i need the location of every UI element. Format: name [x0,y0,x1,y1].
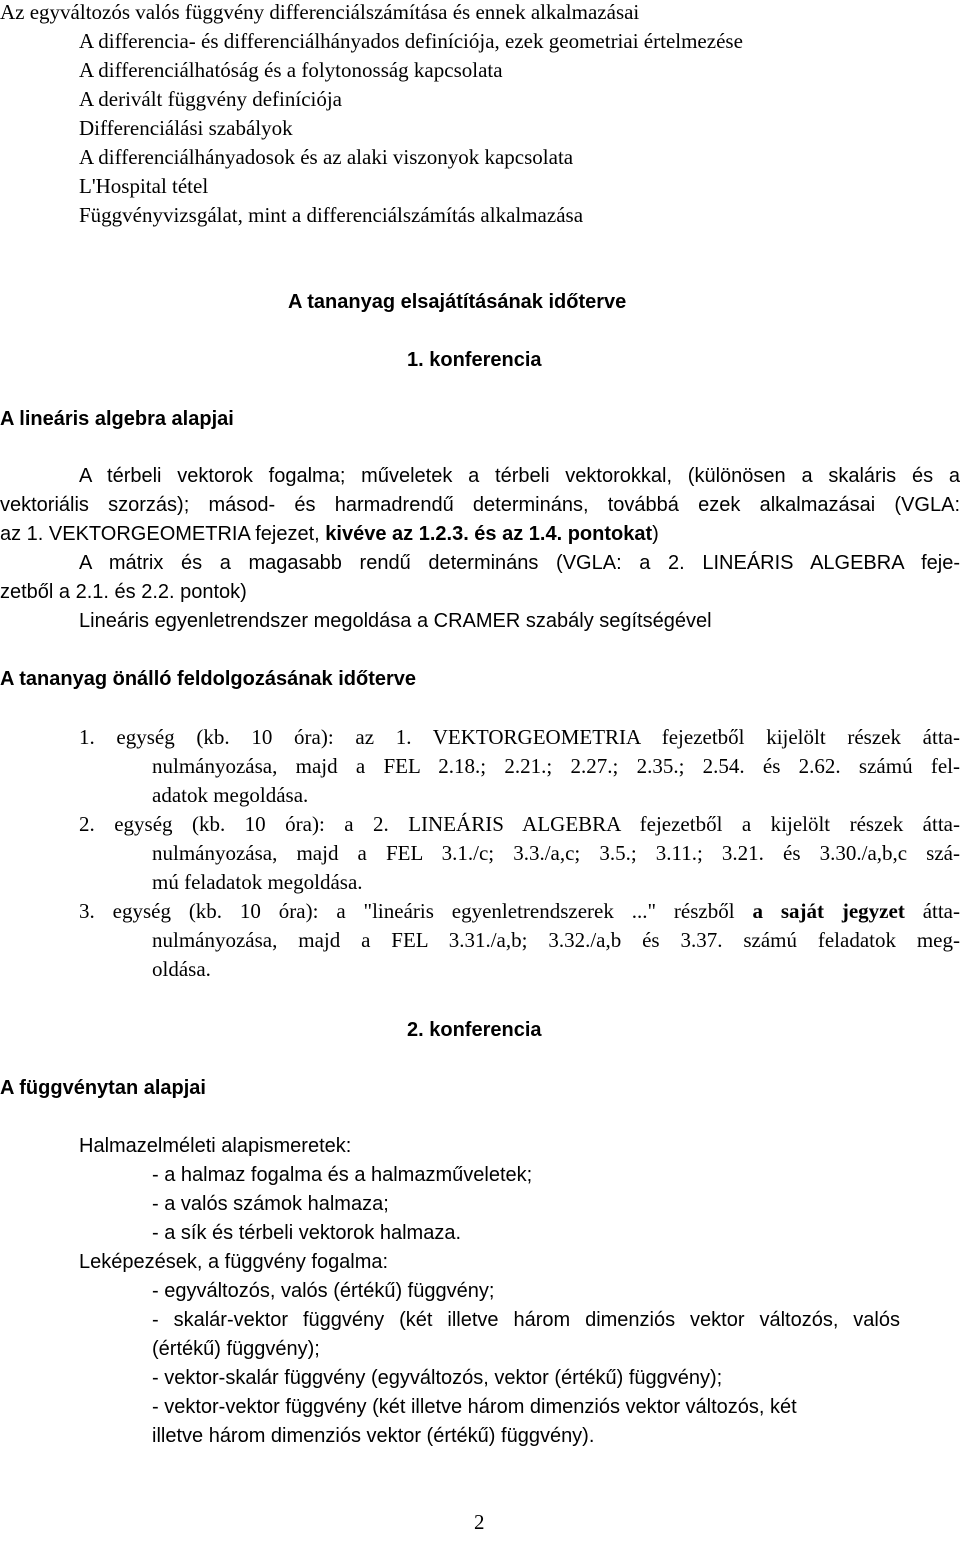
study-unit-3: 3. egység (kb. 10 óra): a "lineáris egyenletrendszerek ..." részből a saját jegyzet átta- [79,899,960,923]
study-unit-line: mú feladatok megoldása. [152,870,363,894]
study-unit-1: 1. egység (kb. 10 óra): az 1. VEKTORGEOMETRIA fejezetből kijelölt részek átta- [79,725,960,749]
topic-item: Differenciálási szabályok [79,116,293,140]
conf1-paragraph-line: A térbeli vektorok fogalma; műveletek a térbeli vektorokkal, (különösen a skaláris és a [79,465,960,487]
conf1-paragraph-line: vektoriális szorzás); másod- és harmadrendű determináns, továbbá ezek alkalmazásai (VGLA: [0,494,960,516]
study-unit-2: 2. egység (kb. 10 óra): a 2. LINEÁRIS ALGEBRA fejezetből a kijelölt részek átta- [79,812,960,836]
topic-item: A differencia- és differenciálhányados definíciója, ezek geometriai értelmezése [79,29,743,53]
section-function-theory: A függvénytan alapjai [0,1077,206,1099]
section-linear-algebra: A lineáris algebra alapjai [0,408,234,430]
mapping-item: (értékű) függvény); [152,1338,320,1360]
set-theory-item: - a halmaz fogalma és a halmazműveletek; [152,1164,533,1186]
set-theory-item: - a valós számok halmaza; [152,1193,389,1215]
conf1-paragraph-line: zetből a 2.1. és 2.2. pontok) [0,581,247,603]
set-theory-item: - a sík és térbeli vektorok halmaza. [152,1222,462,1244]
page-number: 2 [474,1510,485,1534]
topic-item: A differenciálhatóság és a folytonosság kapcsolata [79,58,503,82]
study-unit-line: nulmányozása, majd a FEL 3.31./a,b; 3.32./a,b és 3.37. számú feladatok meg- [152,928,960,952]
self-study-title: A tananyag önálló feldolgozásának időterve [0,668,417,690]
study-unit-line: nulmányozása, majd a FEL 3.1./c; 3.3./a,c; 3.5.; 3.11.; 3.21. és 3.30./a,b,c szá- [152,841,960,865]
schedule-title: A tananyag elsajátításának időterve [288,291,627,313]
study-unit-line: nulmányozása, majd a FEL 2.18.; 2.21.; 2.27.; 2.35.; 2.54. és 2.62. számú fel- [152,754,960,778]
mapping-item: - vektor-vektor függvény (két illetve három dimenziós vektor változós, két [152,1396,797,1418]
set-theory-heading: Halmazelméleti alapismeretek: [79,1135,352,1157]
mapping-heading: Leképezések, a függvény fogalma: [79,1251,389,1273]
topic-item: A derivált függvény definíciója [79,87,343,111]
conf1-paragraph-line: Lineáris egyenletrendszer megoldása a CRAMER szabály segítségével [79,610,712,632]
topics-heading: Az egyváltozós valós függvény differenciálszámítása és ennek alkalmazásai [0,0,640,24]
topic-item: Függvényvizsgálat, mint a differenciálszámítás alkalmazása [79,203,584,227]
topic-item: L'Hospital tétel [79,174,209,198]
study-unit-line: adatok megoldása. [152,783,309,807]
conference-2-label: 2. konferencia [407,1019,542,1041]
mapping-item: illetve három dimenziós vektor (értékű) függvény). [152,1425,595,1447]
topic-item: A differenciálhányadosok és az alaki viszonyok kapcsolata [79,145,574,169]
study-unit-line: oldása. [152,957,211,981]
mapping-item: - skalár-vektor függvény (két illetve három dimenziós vektor változós, valós [152,1309,900,1331]
conference-1-label: 1. konferencia [407,349,542,371]
conf1-paragraph-line: az 1. VEKTORGEOMETRIA fejezet, kivéve az 1.2.3. és az 1.4. pontokat) [0,523,659,545]
mapping-item: - vektor-skalár függvény (egyváltozós, vektor (értékű) függvény); [152,1367,723,1389]
conf1-paragraph-line: A mátrix és a magasabb rendű determináns (VGLA: a 2. LINEÁRIS ALGEBRA feje- [79,552,960,574]
mapping-item: - egyváltozós, valós (értékű) függvény; [152,1280,495,1302]
